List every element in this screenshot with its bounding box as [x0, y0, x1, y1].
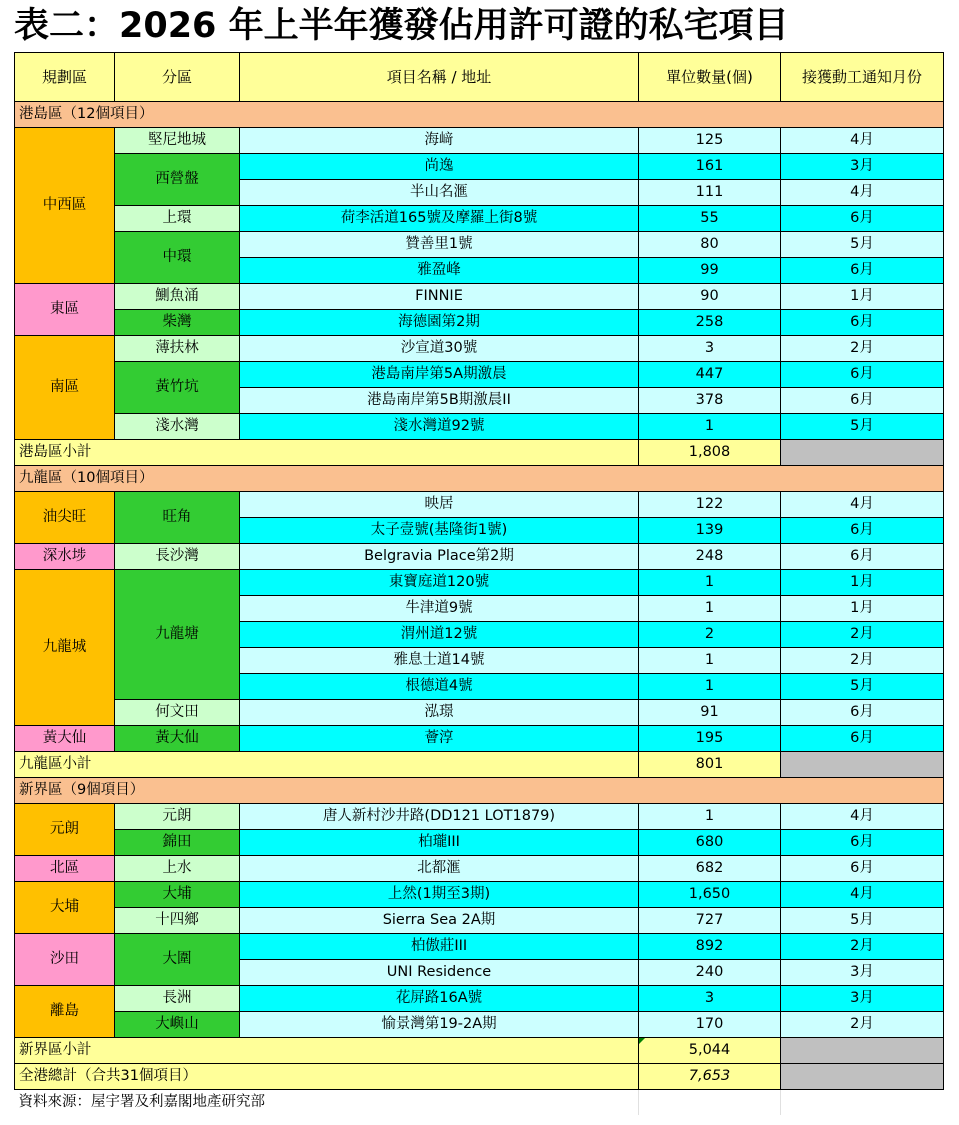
units-cell: 447	[639, 362, 781, 388]
month-cell: 6月	[781, 518, 944, 544]
table-row	[15, 804, 944, 830]
units-cell: 680	[639, 830, 781, 856]
project-name-cell: 渭州道12號	[240, 622, 639, 648]
planning-area-cell: 油尖旺	[15, 492, 115, 544]
month-cell: 6月	[781, 206, 944, 232]
header-planning-area: 規劃區	[15, 53, 115, 102]
district-cell: 柴灣	[115, 310, 240, 336]
month-cell: 3月	[781, 154, 944, 180]
project-name-cell: 牛津道9號	[240, 596, 639, 622]
section-row	[15, 102, 944, 128]
units-cell: 727	[639, 908, 781, 934]
units-cell: 90	[639, 284, 781, 310]
page-title: 表二：2026 年上半年獲發佔用許可證的私宅項目	[14, 6, 789, 46]
table-row	[15, 934, 944, 960]
subtotal-value: 5,044	[639, 1038, 781, 1064]
section-row	[15, 466, 944, 492]
planning-area-cell: 大埔	[15, 882, 115, 934]
subtotal-value: 1,808	[639, 440, 781, 466]
planning-area-cell: 南區	[15, 336, 115, 440]
month-cell: 6月	[781, 856, 944, 882]
subtotal-blank	[781, 1038, 944, 1064]
project-name-cell: 雅息士道14號	[240, 648, 639, 674]
table-row	[15, 232, 944, 258]
units-cell: 3	[639, 986, 781, 1012]
units-cell: 161	[639, 154, 781, 180]
project-name-cell: 太子壹號(基隆街1號)	[240, 518, 639, 544]
table-row	[15, 362, 944, 388]
project-name-cell: 淺水灣道92號	[240, 414, 639, 440]
units-cell: 682	[639, 856, 781, 882]
month-cell: 6月	[781, 310, 944, 336]
units-cell: 258	[639, 310, 781, 336]
units-cell: 3	[639, 336, 781, 362]
district-cell: 黃大仙	[115, 726, 240, 752]
planning-area-cell: 黃大仙	[15, 726, 115, 752]
project-name-cell: 贊善里1號	[240, 232, 639, 258]
project-name-cell: 薈淳	[240, 726, 639, 752]
table-row	[15, 908, 944, 934]
units-cell: 1	[639, 596, 781, 622]
month-cell: 2月	[781, 648, 944, 674]
month-cell: 6月	[781, 388, 944, 414]
table-row	[15, 544, 944, 570]
planning-area-cell: 離島	[15, 986, 115, 1038]
units-cell: 1,650	[639, 882, 781, 908]
units-cell: 2	[639, 622, 781, 648]
month-cell: 4月	[781, 128, 944, 154]
district-cell: 西營盤	[115, 154, 240, 206]
month-cell: 4月	[781, 180, 944, 206]
project-name-cell: 根德道4號	[240, 674, 639, 700]
header-month: 接獲動工通知月份	[781, 53, 944, 102]
header-row	[15, 53, 944, 102]
total-blank	[781, 1064, 944, 1090]
footer-blank-1	[639, 1090, 781, 1116]
table-row	[15, 856, 944, 882]
subtotal-value: 801	[639, 752, 781, 778]
month-cell: 3月	[781, 986, 944, 1012]
month-cell: 1月	[781, 596, 944, 622]
district-cell: 旺角	[115, 492, 240, 544]
header-project-name: 項目名稱 / 地址	[240, 53, 639, 102]
project-name-cell: 愉景灣第19-2A期	[240, 1012, 639, 1038]
project-name-cell: 柏瓏III	[240, 830, 639, 856]
planning-area-cell: 深水埗	[15, 544, 115, 570]
units-cell: 125	[639, 128, 781, 154]
project-name-cell: 北都滙	[240, 856, 639, 882]
district-cell: 錦田	[115, 830, 240, 856]
table-row	[15, 882, 944, 908]
units-cell: 99	[639, 258, 781, 284]
table-row	[15, 726, 944, 752]
project-name-cell: Sierra Sea 2A期	[240, 908, 639, 934]
district-cell: 大圍	[115, 934, 240, 986]
table-row	[15, 1012, 944, 1038]
subtotal-blank	[781, 752, 944, 778]
month-cell: 5月	[781, 908, 944, 934]
units-cell: 1	[639, 804, 781, 830]
total-label: 全港總計（合共31個項目）	[15, 1064, 639, 1090]
month-cell: 2月	[781, 336, 944, 362]
month-cell: 4月	[781, 492, 944, 518]
month-cell: 5月	[781, 674, 944, 700]
month-cell: 6月	[781, 700, 944, 726]
project-name-cell: 沙宣道30號	[240, 336, 639, 362]
table-row	[15, 284, 944, 310]
units-cell: 91	[639, 700, 781, 726]
units-cell: 139	[639, 518, 781, 544]
planning-area-cell: 元朗	[15, 804, 115, 856]
district-cell: 九龍塘	[115, 570, 240, 700]
section-label: 九龍區（10個項目）	[15, 466, 944, 492]
district-cell: 上水	[115, 856, 240, 882]
district-cell: 元朗	[115, 804, 240, 830]
units-cell: 170	[639, 1012, 781, 1038]
month-cell: 2月	[781, 622, 944, 648]
units-cell: 1	[639, 414, 781, 440]
units-cell: 378	[639, 388, 781, 414]
subtotal-row	[15, 1038, 944, 1064]
planning-area-cell: 九龍城	[15, 570, 115, 726]
planning-area-cell: 中西區	[15, 128, 115, 284]
table-row	[15, 206, 944, 232]
project-name-cell: UNI Residence	[240, 960, 639, 986]
month-cell: 1月	[781, 284, 944, 310]
project-name-cell: 荷李活道165號及摩羅上街8號	[240, 206, 639, 232]
district-cell: 長洲	[115, 986, 240, 1012]
units-cell: 1	[639, 674, 781, 700]
month-cell: 1月	[781, 570, 944, 596]
project-name-cell: FINNIE	[240, 284, 639, 310]
table-row	[15, 154, 944, 180]
district-cell: 十四鄉	[115, 908, 240, 934]
source-note: 資料來源：屋宇署及利嘉閣地產研究部	[15, 1090, 639, 1116]
table-row	[15, 492, 944, 518]
units-cell: 195	[639, 726, 781, 752]
units-cell: 240	[639, 960, 781, 986]
month-cell: 3月	[781, 960, 944, 986]
district-cell: 上環	[115, 206, 240, 232]
month-cell: 4月	[781, 804, 944, 830]
section-row	[15, 778, 944, 804]
district-cell: 鰂魚涌	[115, 284, 240, 310]
month-cell: 2月	[781, 1012, 944, 1038]
source-row	[15, 1090, 944, 1116]
district-cell: 薄扶林	[115, 336, 240, 362]
project-name-cell: 花屏路16A號	[240, 986, 639, 1012]
planning-area-cell: 沙田	[15, 934, 115, 986]
subtotal-row	[15, 752, 944, 778]
district-cell: 何文田	[115, 700, 240, 726]
district-cell: 黃竹坑	[115, 362, 240, 414]
month-cell: 6月	[781, 544, 944, 570]
total-row	[15, 1064, 944, 1090]
header-units: 單位數量(個)	[639, 53, 781, 102]
month-cell: 2月	[781, 934, 944, 960]
project-name-cell: 雅盈峰	[240, 258, 639, 284]
project-name-cell: 東寶庭道120號	[240, 570, 639, 596]
housing-table	[14, 52, 944, 1115]
units-cell: 55	[639, 206, 781, 232]
table-row	[15, 310, 944, 336]
district-cell: 大嶼山	[115, 1012, 240, 1038]
district-cell: 長沙灣	[115, 544, 240, 570]
month-cell: 5月	[781, 414, 944, 440]
project-name-cell: 唐人新村沙井路(DD121 LOT1879)	[240, 804, 639, 830]
project-name-cell: 柏傲莊III	[240, 934, 639, 960]
units-cell: 1	[639, 570, 781, 596]
month-cell: 6月	[781, 830, 944, 856]
district-cell: 淺水灣	[115, 414, 240, 440]
project-name-cell: 映居	[240, 492, 639, 518]
project-name-cell: 上然(1期至3期)	[240, 882, 639, 908]
subtotal-row	[15, 440, 944, 466]
table-row	[15, 700, 944, 726]
project-name-cell: 港島南岸第5B期激晨II	[240, 388, 639, 414]
table-row	[15, 414, 944, 440]
table-row	[15, 128, 944, 154]
table-row	[15, 336, 944, 362]
project-name-cell: 半山名滙	[240, 180, 639, 206]
month-cell: 4月	[781, 882, 944, 908]
planning-area-cell: 東區	[15, 284, 115, 336]
project-name-cell: Belgravia Place第2期	[240, 544, 639, 570]
month-cell: 6月	[781, 726, 944, 752]
section-label: 新界區（9個項目）	[15, 778, 944, 804]
section-label: 港島區（12個項目）	[15, 102, 944, 128]
subtotal-label: 港島區小計	[15, 440, 639, 466]
district-cell: 中環	[115, 232, 240, 284]
district-cell: 堅尼地城	[115, 128, 240, 154]
units-cell: 1	[639, 648, 781, 674]
project-name-cell: 尚逸	[240, 154, 639, 180]
month-cell: 6月	[781, 362, 944, 388]
footer-blank-2	[781, 1090, 944, 1116]
subtotal-blank	[781, 440, 944, 466]
district-cell: 大埔	[115, 882, 240, 908]
month-cell: 5月	[781, 232, 944, 258]
units-cell: 111	[639, 180, 781, 206]
subtotal-label: 九龍區小計	[15, 752, 639, 778]
table-row	[15, 986, 944, 1012]
units-cell: 122	[639, 492, 781, 518]
table-row	[15, 570, 944, 596]
header-district: 分區	[115, 53, 240, 102]
subtotal-label: 新界區小計	[15, 1038, 639, 1064]
planning-area-cell: 北區	[15, 856, 115, 882]
units-cell: 80	[639, 232, 781, 258]
project-name-cell: 港島南岸第5A期激晨	[240, 362, 639, 388]
project-name-cell: 海﨑	[240, 128, 639, 154]
project-name-cell: 泓璟	[240, 700, 639, 726]
units-cell: 892	[639, 934, 781, 960]
table-row	[15, 830, 944, 856]
total-value: 7,653	[639, 1064, 781, 1090]
project-name-cell: 海德園第2期	[240, 310, 639, 336]
month-cell: 6月	[781, 258, 944, 284]
units-cell: 248	[639, 544, 781, 570]
